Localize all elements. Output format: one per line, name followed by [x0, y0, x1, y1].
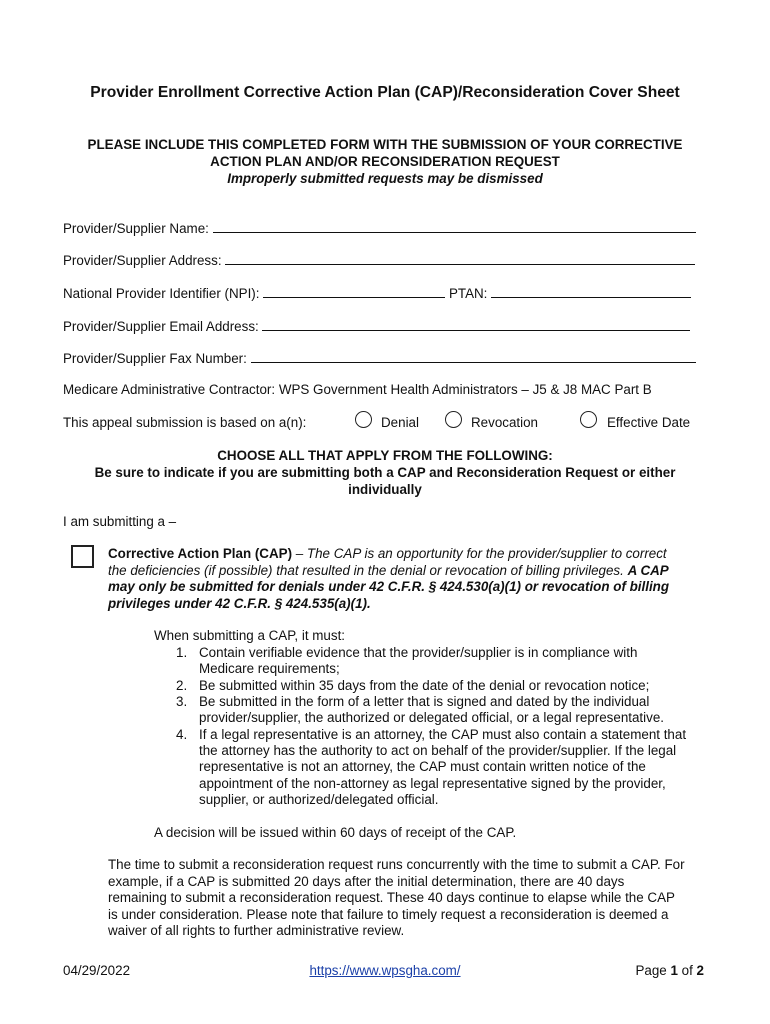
provider-fax-field[interactable]: [251, 350, 696, 363]
cap-bold-tail: A CAP: [627, 562, 669, 578]
footer-date: 04/29/2022: [63, 963, 131, 978]
denial-option-label: Denial: [381, 415, 419, 430]
submitting-label: I am submitting a –: [63, 514, 177, 529]
timing-line: example, if a CAP is submitted 20 days after the initial determination, there are 40 days: [108, 873, 625, 889]
appeal-basis-label: This appeal submission is based on a(n):: [63, 415, 307, 430]
list-item-number: 3.: [176, 694, 188, 709]
list-item-line: appointment of the non-attorney as legal representative signed by the provider,: [199, 775, 666, 791]
timing-paragraph: [108, 857, 738, 940]
list-item-line: Be submitted in the form of a letter that is signed and dated by the individual: [199, 694, 650, 709]
of-word: of: [681, 963, 693, 978]
page-word: Page: [635, 963, 667, 978]
list-item: [199, 645, 719, 677]
list-item-line: supplier, or authorized/delegated official.: [199, 791, 439, 807]
dismissal-warning: Improperly submitted requests may be dismissed: [227, 171, 543, 186]
npi-ptan-row: [63, 285, 691, 301]
timing-line: is under consideration. Please note that failure to timely request a reconsideration is deemed a: [108, 906, 669, 922]
list-item-line: Contain verifiable evidence that the provider/supplier is in compliance with: [199, 645, 638, 660]
footer-page-number: [635, 963, 704, 978]
ptan-field[interactable]: [491, 285, 691, 298]
list-item: [199, 694, 719, 726]
choose-heading: CHOOSE ALL THAT APPLY FROM THE FOLLOWING:: [217, 448, 553, 463]
mac-line: Medicare Administrative Contractor: WPS Government Health Administrators – J5 & J8 MAC Part B: [63, 382, 652, 397]
provider-fax-row: [63, 350, 696, 366]
provider-email-field[interactable]: [262, 318, 690, 331]
list-item-line: Medicare requirements;: [199, 661, 340, 677]
list-item-number: 1.: [176, 645, 188, 660]
cap-bold-line-4: privileges under 42 C.F.R. § 424.535(a)(1).: [108, 595, 371, 611]
choose-subheading-1: Be sure to indicate if you are submitting both a CAP and Reconsideration Request or either: [94, 465, 676, 480]
cap-description: [108, 546, 728, 612]
list-item: [199, 727, 719, 808]
provider-email-row: [63, 318, 690, 334]
revocation-radio[interactable]: [445, 411, 462, 428]
list-item-line: Be submitted within 35 days from the date of the denial or revocation notice;: [199, 678, 650, 693]
npi-label: National Provider Identifier (NPI):: [63, 286, 260, 301]
cap-dash: –: [292, 546, 307, 561]
instructions-line-1: PLEASE INCLUDE THIS COMPLETED FORM WITH THE SUBMISSION OF YOUR CORRECTIVE: [87, 137, 683, 152]
npi-field[interactable]: [263, 285, 445, 298]
instructions-line-2: ACTION PLAN AND/OR RECONSIDERATION REQUEST: [210, 154, 560, 169]
cap-desc-line-2: the deficiencies (if possible) that resulted in the denial or revocation of billing privileges.: [108, 562, 624, 578]
cap-bold-line-3: may only be submitted for denials under 42 C.F.R. § 424.530(a)(1) or revocation of billing: [108, 579, 670, 595]
provider-name-label: Provider/Supplier Name:: [63, 221, 209, 236]
page-current: 1: [670, 963, 678, 978]
list-item-line: If a legal representative is an attorney, the CAP must also contain a statement that: [199, 727, 687, 742]
cap-desc-line-1: The CAP is an opportunity for the provider/supplier to correct: [306, 546, 667, 561]
choose-subheading-2: individually: [348, 482, 422, 497]
cap-checkbox[interactable]: [71, 545, 94, 568]
list-item-line: provider/supplier, the authorized or delegated official, or a legal representative.: [199, 710, 664, 726]
timing-line: The time to submit a reconsideration request runs concurrently with the time to submit a CAP. For: [108, 857, 685, 872]
list-item-line: the attorney has the authority to act on behalf of the provider/supplier. If the legal: [199, 743, 677, 759]
timing-line: waiver of all rights to further administrative review.: [108, 923, 405, 939]
revocation-option-label: Revocation: [471, 415, 538, 430]
provider-address-field[interactable]: [225, 252, 695, 265]
timing-line: remaining to submit a reconsideration request. These 40 days continue to elapse while the CAP: [108, 890, 675, 906]
page-total: 2: [696, 963, 704, 978]
provider-fax-label: Provider/Supplier Fax Number:: [63, 351, 247, 366]
list-item-line: representative is not an attorney, the CAP must contain written notice of the: [199, 759, 646, 775]
provider-email-label: Provider/Supplier Email Address:: [63, 319, 259, 334]
provider-address-row: [63, 252, 695, 268]
denial-radio[interactable]: [355, 411, 372, 428]
cap-must-intro: When submitting a CAP, it must:: [154, 628, 346, 643]
provider-name-row: [63, 220, 696, 236]
list-item-number: 4.: [176, 727, 188, 742]
cap-requirements-list: [0, 645, 770, 815]
effective-date-radio[interactable]: [580, 411, 597, 428]
provider-address-label: Provider/Supplier Address:: [63, 253, 222, 268]
ptan-label: PTAN:: [448, 286, 488, 301]
list-item: [199, 678, 719, 694]
cap-name: Corrective Action Plan (CAP): [108, 546, 293, 561]
cap-decision-note: A decision will be issued within 60 days of receipt of the CAP.: [154, 825, 517, 840]
provider-name-field[interactable]: [213, 220, 696, 233]
footer-website-link[interactable]: https://www.wpsgha.com/: [309, 963, 461, 978]
list-item-number: 2.: [176, 678, 188, 693]
page-title: Provider Enrollment Corrective Action Plan (CAP)/Reconsideration Cover Sheet: [90, 84, 680, 101]
effective-date-option-label: Effective Date: [607, 415, 691, 430]
